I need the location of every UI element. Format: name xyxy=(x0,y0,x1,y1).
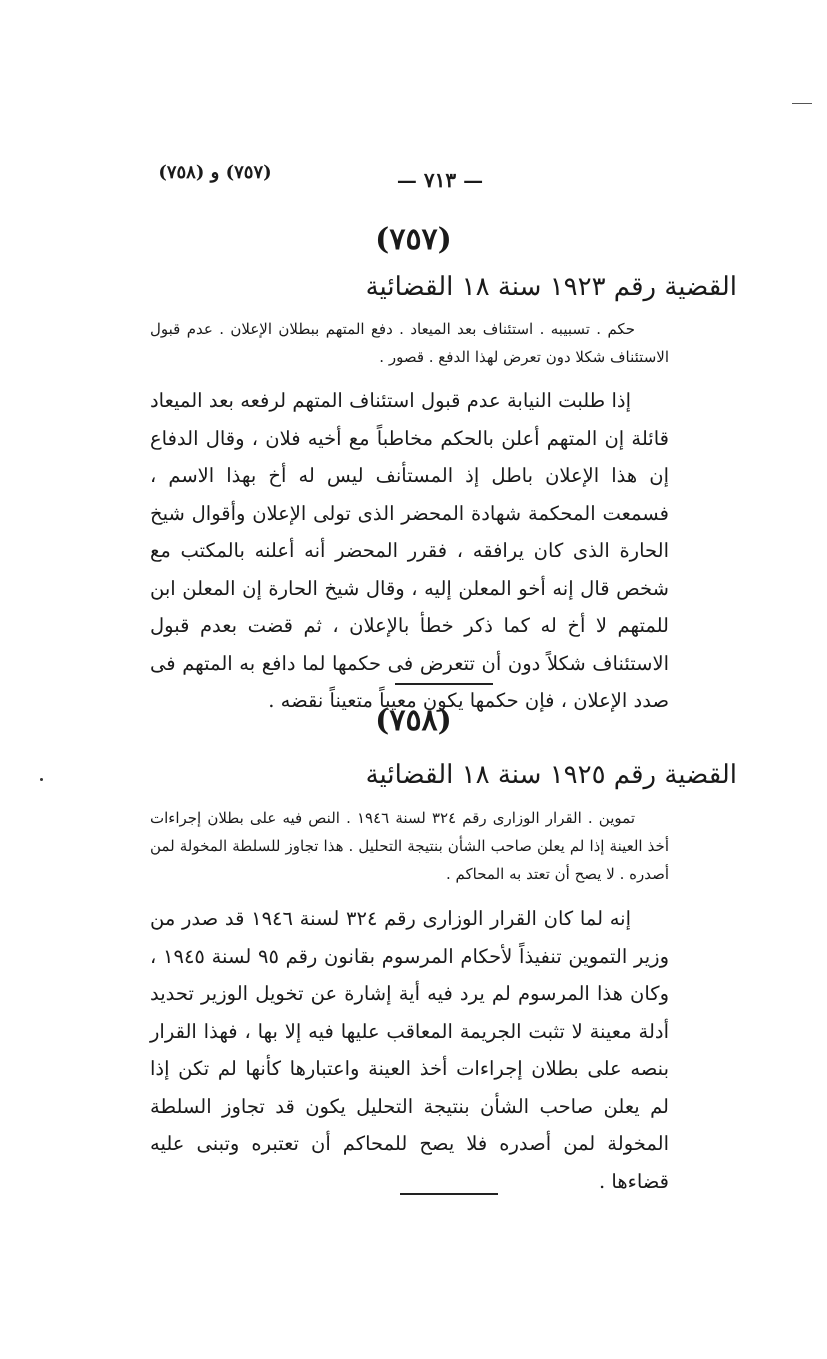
case-758-number: (٧٥٨) xyxy=(375,703,452,738)
edge-mark xyxy=(792,103,812,104)
section-separator xyxy=(400,1193,498,1195)
case-757-number: (٧٥٧) xyxy=(375,222,452,257)
section-separator xyxy=(395,683,493,685)
case-757-body-text: إذا طلبت النيابة عدم قبول استئناف المتهم لرفعه بعد الميعاد قائلة إن المتهم أعلن بالحكم مخاطباً مع أخيه فلان ، وقال الدفاع إن هذا الإعلان باطل إذ المستأنف ليس له أخ بهذا الاسم ، فسمعت المحكمة شهادة المحضر الذى تولى الإعلان وأقوال شيخ الحارة الذى كان يرافقه ، فقرر المحضر أنه أعلنه بالمكتب مع شخص قال إنه أخو المعلن إليه ، وقال شيخ الحارة إن المعلن ابن للمتهم لا أخ له كما ذكر خطأ بالإعلان ، ثم قضت بعدم قبول الاستئناف شكلاً دون أن تتعرض فى حكمها لما دافع به المتهم فى صدد الإعلان ، فإن حكمها يكون معيباً متعيناً نقضه . xyxy=(150,389,669,712)
page-number: — ٧١٣ — xyxy=(396,168,484,192)
case-757-summary xyxy=(150,315,669,371)
case-757-body xyxy=(150,382,669,720)
case-758-summary-text: تموين . القرار الوزارى رقم ٣٢٤ لسنة ١٩٤٦ . النص فيه على بطلان إجراءات أخذ العينة إذا لم يعلن صاحب الشأن بنتيجة التحليل . هذا تجاوز للسلطة المخولة لمن أصدره . لا يصح أن تعتد به المحاكم . xyxy=(150,809,669,883)
case-758-reference: القضية رقم ١٩٢٥ سنة ١٨ القضائية xyxy=(365,760,737,790)
case-758-body xyxy=(150,900,669,1200)
running-header-case-numbers: (٧٥٧) و (٧٥٨) xyxy=(158,162,272,183)
case-758-body-text: إنه لما كان القرار الوزارى رقم ٣٢٤ لسنة ١٩٤٦ قد صدر من وزير التموين تنفيذاً لأحكام المرسوم بقانون رقم ٩٥ لسنة ١٩٤٥ ، وكان هذا المرسوم لم يرد فيه أية إشارة عن تخويل الوزير تحديد أدلة معينة لا تثبت الجريمة المعاقب عليها فيه إلا بها ، فهذا القرار بنصه على بطلان إجراءات أخذ العينة واعتبارها كأنها لم تكن إذا لم يعلن صاحب الشأن بنتيجة التحليل يكون قد تجاوز السلطة المخولة لمن أصدره فلا يصح للمحاكم أن تعتبره وتبنى عليه قضاءها . xyxy=(150,907,670,1193)
case-757-summary-text: حكم . تسبيبه . استئناف بعد الميعاد . دفع المتهم ببطلان الإعلان . عدم قبول الاستئناف شكلا دون تعرض لهذا الدفع . قصور . xyxy=(150,320,669,366)
case-758-summary xyxy=(150,804,669,888)
margin-dot xyxy=(40,778,43,781)
case-757-reference: القضية رقم ١٩٢٣ سنة ١٨ القضائية xyxy=(365,272,737,302)
